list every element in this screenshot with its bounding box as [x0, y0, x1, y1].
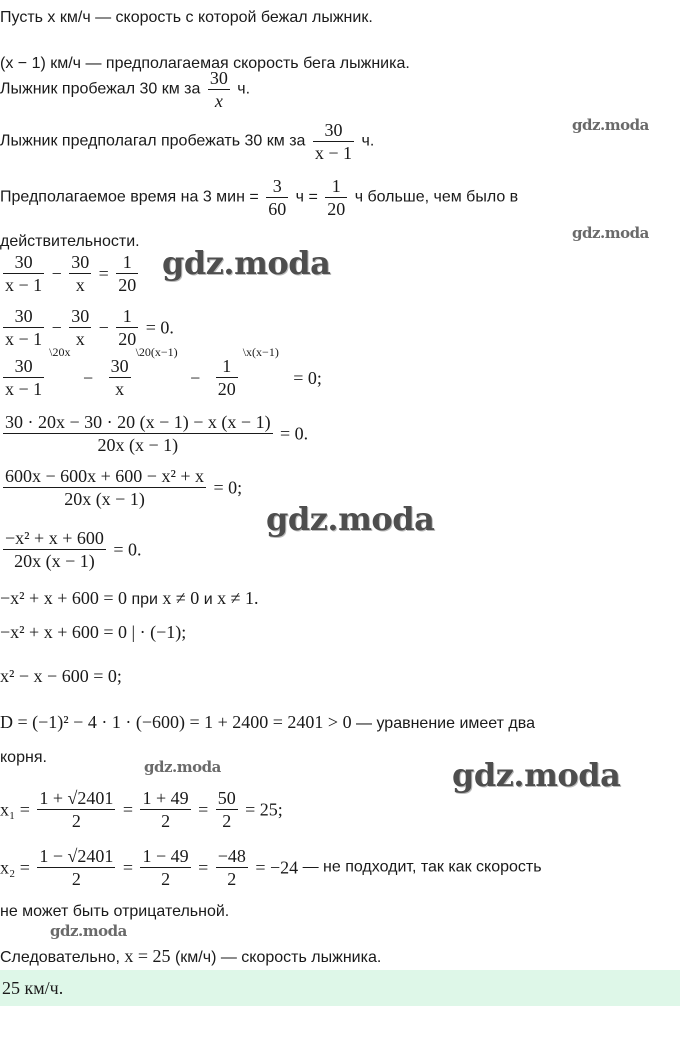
- intro-line-1: Пусть x км/ч — скорость с которой бежал лыжник.: [0, 9, 373, 26]
- root-x2: x₂ = $\frac{1 - √2401}{2}$ = $\frac{1 - 49}{2}$ = $\frac{-48}{2}$ = −24 — не подходит, так как скорость: [0, 846, 542, 889]
- intro-line-2: (x − 1) км/ч — предполагаемая скорость бега лыжника.: [0, 55, 410, 72]
- equation-5: $\frac{\text{600x − 600x + 600 − x² + x}}{20x (x - 1)}$ = 0;: [5, 466, 243, 509]
- planned-time-line: Лыжник предполагал пробежать 30 км за $\frac{30}{x - 1}$ ч.: [0, 120, 375, 163]
- watermark: gdz.moda: [452, 756, 621, 794]
- fraction-30-x: $\frac{30}{x}$: [209, 68, 228, 111]
- equation-6: $\frac{\text{−x² + x + 600}}{20x (x - 1)}$ = 0.: [5, 528, 142, 571]
- watermark: gdz.moda: [572, 116, 649, 134]
- conclusion-line: Следовательно, x = 25 (км/ч) — скорость лыжника.: [0, 946, 382, 966]
- run-time-line: Лыжник пробежал 30 км за $\frac{30}{x}$ ч.: [0, 68, 251, 111]
- root-x1: x₁ = $\frac{1 + √2401}{2}$ = $\frac{1 + 49}{2}$ = $\frac{50}{2}$ = 25;: [0, 788, 283, 831]
- time-difference-line: Предполагаемое время на 3 мин = $\frac{3}{60}$ ч = $\frac{1}{20}$ ч больше, чем было в: [0, 176, 519, 219]
- equation-8: −x² + x + 600 = 0 | · (−1);: [0, 622, 187, 642]
- discriminant-line: D = (−1)² − 4 · 1 · (−600) = 1 + 2400 = 2401 > 0 — уравнение имеет два: [0, 712, 535, 732]
- reality-line: действительности.: [0, 233, 140, 250]
- equation-9: x² − x − 600 = 0;: [0, 666, 122, 686]
- watermark: gdz.moda: [144, 758, 221, 776]
- fraction-30-x-1: $\frac{30}{x - 1}$: [314, 120, 353, 163]
- watermark: gdz.moda: [162, 244, 331, 282]
- discriminant-cont: корня.: [0, 749, 47, 766]
- root-x2-cont: не может быть отрицательной.: [0, 903, 230, 920]
- watermark: gdz.moda: [572, 224, 649, 242]
- answer-box: [0, 970, 680, 1006]
- equation-3: $\frac{30}{x - 1}$ $^{\backslash 20x}$ − $\frac{30}{x}$ $^{\backslash 20(x-1)}$ − $\frac{1}{20}$ $^{\backslash x(x-1)}$ = 0;: [5, 345, 322, 399]
- run-time-text: Лыжник пробежал 30 км за: [0, 80, 201, 98]
- equation-7: −x² + x + 600 = 0 при x ≠ 0 и x ≠ 1.: [0, 588, 259, 608]
- watermark: gdz.moda: [266, 500, 435, 538]
- watermark: gdz.moda: [50, 922, 127, 940]
- equation-1: $\frac{30}{x - 1}$ − $\frac{30}{x}$ = $\frac{1}{20}$: [5, 252, 137, 295]
- equation-4: $\frac{30 \cdot 20x - 30 \cdot 20 (x - 1) - x (x - 1)}{20x (x - 1)}$ = 0.: [5, 412, 309, 455]
- answer-text: 25 км/ч.: [2, 978, 64, 998]
- equation-2: $\frac{30}{x - 1}$ − $\frac{30}{x}$ − $\frac{1}{20}$ = 0.: [5, 306, 174, 349]
